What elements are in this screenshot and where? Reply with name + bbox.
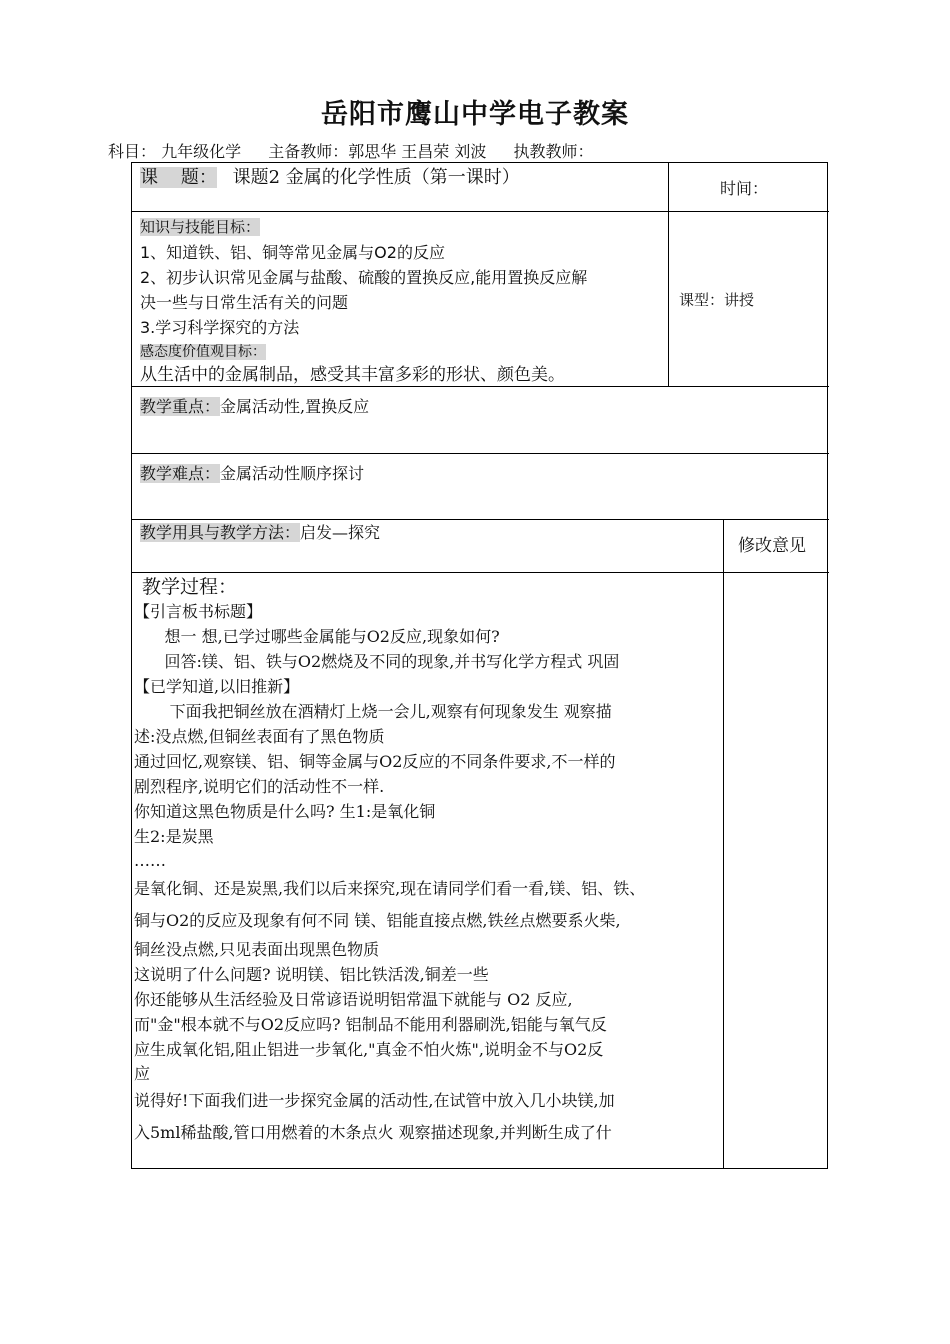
row-divider [132, 572, 829, 573]
time-label: 时间： [720, 179, 769, 198]
lesson-type: 课型：讲授 [679, 291, 755, 309]
process-line: 应生成氧化铝,阻止铝进一步氧化,"真金不怕火炼",说明金不与O2反 [134, 1040, 604, 1059]
meta-line [108, 139, 615, 162]
process-line: 应 [134, 1064, 151, 1083]
emotion-label-row [140, 340, 665, 363]
key-points-value: 金属活动性,置换反应 [220, 397, 370, 416]
row-divider [132, 453, 829, 454]
difficulties-cell [140, 461, 364, 486]
lesson-plan-table [131, 162, 828, 1169]
process-line: 而"金"根本就不与O2反应吗? 铝制品不能用利器刷洗,铝能与氧气反 [134, 1015, 607, 1034]
topic-label: 课 题： [140, 167, 217, 188]
row-divider [132, 211, 829, 212]
difficulties-value: 金属活动性顺序探讨 [220, 464, 365, 483]
page-title: 岳阳市鹰山中学电子教案 [321, 99, 629, 130]
process-heading: 教学过程： [142, 576, 238, 598]
process-line: 想一 想,已学过哪些金属能与O2反应,现象如何? [134, 627, 500, 646]
lead-teachers: 主备教师：郭思华 王昌荣 刘波 [268, 142, 487, 161]
process-line: 述:没点燃,但铜丝表面有了黑色物质 [134, 727, 385, 746]
process-lines [134, 599, 720, 1149]
tools-label: 教学用具与教学方法： [140, 523, 301, 542]
emotion-label: 感态度价值观目标： [140, 344, 266, 360]
process-line: 是氧化铜、还是炭黑,我们以后来探究,现在请同学们看一看,镁、铝、铁、 [134, 879, 646, 898]
process-line: 剧烈程序,说明它们的活动性不一样. [134, 777, 385, 796]
objective-item: 2、初步认识常见金属与盐酸、硫酸的置换反应,能用置换反应解 [140, 268, 588, 287]
process-line: 你还能够从生活经验及日常谚语说明铝常温下就能与 O2 反应, [134, 990, 573, 1009]
key-points-cell [140, 394, 369, 419]
objective-item: 3.学习科学探究的方法 [140, 318, 300, 337]
objective-item: 1、知道铁、铝、铜等常见金属与O2的反应 [140, 243, 445, 262]
subject: 科目： 九年级化学 [108, 142, 242, 161]
process-line: …… [134, 851, 166, 870]
process-line: 这说明了什么问题? 说明镁、铝比铁活泼,铜差一些 [134, 965, 489, 984]
process-line: 回答:镁、铝、铁与O2燃烧及不同的现象,并书写化学方程式 巩固 [134, 652, 620, 671]
process-line: 下面我把铜丝放在酒精灯上烧一会儿,观察有何现象发生 观察描 [134, 702, 612, 721]
process-line: 【已学知道,以旧推新】 [134, 677, 300, 696]
col-divider [668, 163, 669, 386]
difficulties-label: 教学难点： [140, 464, 221, 483]
tools-value: 启发—探究 [300, 523, 381, 542]
process-line: 【引言板书标题】 [134, 602, 263, 621]
objectives-cell [140, 214, 665, 388]
topic-value: 课题2 金属的化学性质（第一课时） [232, 167, 520, 188]
process-line: 通过回忆,观察镁、铝、铜等金属与O2反应的不同条件要求,不一样的 [134, 752, 616, 771]
emotion-text: 从生活中的金属制品，感受其丰富多彩的形状、颜色美。 [140, 365, 565, 385]
revise-label: 修改意见 [738, 536, 806, 556]
tools-cell [140, 520, 380, 545]
objective-item: 决一些与日常生活有关的问题 [140, 293, 349, 312]
knowledge-label-row [140, 214, 665, 240]
key-points-label: 教学重点： [140, 397, 221, 416]
col-divider [723, 519, 724, 1169]
exec-teacher: 执教教师： [513, 142, 594, 161]
process-line: 铜丝没点燃,只见表面出现黑色物质 [134, 940, 380, 959]
process-line: 生2:是炭黑 [134, 827, 214, 846]
process-cell [134, 575, 720, 1149]
process-line: 铜与O2的反应及现象有何不同 镁、铝能直接点燃,铁丝点燃要系火柴, [134, 911, 621, 930]
process-line: 说得好!下面我们进一步探究金属的活动性,在试管中放入几小块镁,加 [134, 1091, 615, 1110]
process-line: 入5ml稀盐酸,管口用燃着的木条点火 观察描述现象,并判断生成了什 [134, 1123, 612, 1142]
process-line: 你知道这黑色物质是什么吗? 生1:是氧化铜 [134, 802, 436, 821]
topic-cell [140, 165, 520, 190]
knowledge-label: 知识与技能目标： [140, 218, 261, 236]
